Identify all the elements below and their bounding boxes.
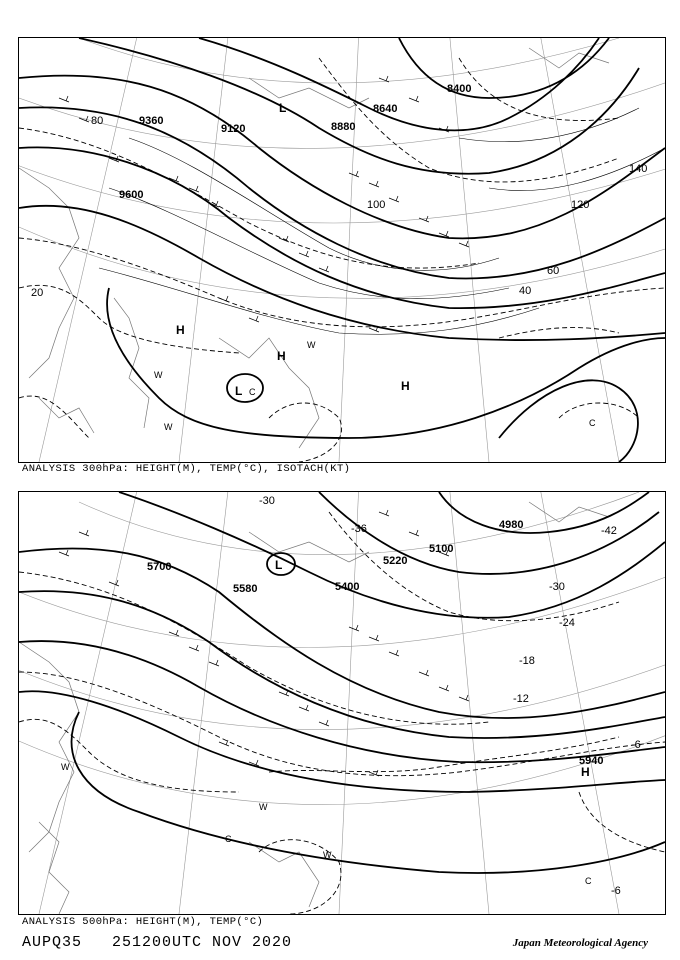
height-label: 8400 — [447, 83, 472, 95]
height-label: 5400 — [335, 581, 360, 593]
height-label: 9120 — [221, 123, 246, 135]
map-panel-300hpa — [18, 37, 666, 463]
cold-center-symbol: C — [585, 876, 592, 886]
coastlines — [19, 48, 609, 448]
height-label: 5220 — [383, 555, 408, 567]
isotach-label: 80 — [91, 115, 104, 127]
height-label: 5700 — [147, 561, 172, 573]
warm-center-symbol: W — [307, 340, 316, 350]
warm-center-symbol: W — [259, 802, 268, 812]
map-500hpa-svg — [19, 492, 665, 914]
warm-center-symbol: W — [154, 370, 163, 380]
isotherm-label: -36 — [351, 523, 367, 535]
height-label: 9600 — [119, 189, 144, 201]
height-label: 8640 — [373, 103, 398, 115]
latlon-grid — [19, 492, 665, 914]
low-center-symbol: L — [235, 384, 243, 398]
height-label: 4980 — [499, 519, 524, 531]
high-center-symbol: H — [277, 349, 286, 363]
panel-caption-300hpa: ANALYSIS 300hPa: HEIGHT(M), TEMP(°C), ISOTACH(KT) — [22, 463, 351, 475]
height-label: 8880 — [331, 121, 356, 133]
warm-center-symbol: W — [164, 422, 173, 432]
map-300hpa-svg — [19, 38, 665, 462]
isotherm-label: -12 — [513, 693, 529, 705]
isotherm-label: -24 — [559, 617, 575, 629]
height-contours — [19, 492, 665, 873]
isotherm-label: -6 — [631, 739, 641, 751]
isotherm-label: -6 — [611, 885, 621, 897]
isotach-label: 40 — [519, 285, 532, 297]
isotach-label: 140 — [629, 163, 648, 175]
isotherm-label: -18 — [519, 655, 535, 667]
latlon-grid — [19, 38, 665, 462]
warm-center-symbol: W — [323, 850, 332, 860]
high-center-symbol: H — [176, 323, 185, 337]
warm-center-symbol: W — [61, 762, 70, 772]
height-label: 9360 — [139, 115, 164, 127]
height-label: 5580 — [233, 583, 258, 595]
isotach-label: 120 — [571, 199, 590, 211]
isotach-label: 20 — [31, 287, 44, 299]
cold-center-symbol: C — [225, 834, 232, 844]
isotherm-label: -30 — [259, 495, 275, 507]
agency-credit: Japan Meteorological Agency — [512, 937, 648, 949]
coastlines — [19, 502, 609, 914]
observation-plots — [59, 76, 472, 332]
map-panel-500hpa — [18, 491, 666, 915]
cold-center-symbol: C — [249, 387, 256, 397]
chart-code-and-time: AUPQ35 251200UTC NOV 2020 — [22, 934, 293, 951]
isotherm-label: -30 — [549, 581, 565, 593]
high-center-symbol: H — [401, 379, 410, 393]
low-center-symbol: L — [275, 558, 283, 572]
panel-caption-500hpa: ANALYSIS 500hPa: HEIGHT(M), TEMP(°C) — [22, 916, 264, 928]
height-label: 5940 — [579, 755, 604, 767]
low-center-symbol: L — [279, 101, 287, 115]
isotach-label: 100 — [367, 199, 386, 211]
isotach-label: 60 — [547, 265, 560, 277]
high-center-symbol: H — [581, 765, 590, 779]
isotherm-label: -42 — [601, 525, 617, 537]
cold-center-symbol: C — [589, 418, 596, 428]
height-label: 5100 — [429, 543, 454, 555]
